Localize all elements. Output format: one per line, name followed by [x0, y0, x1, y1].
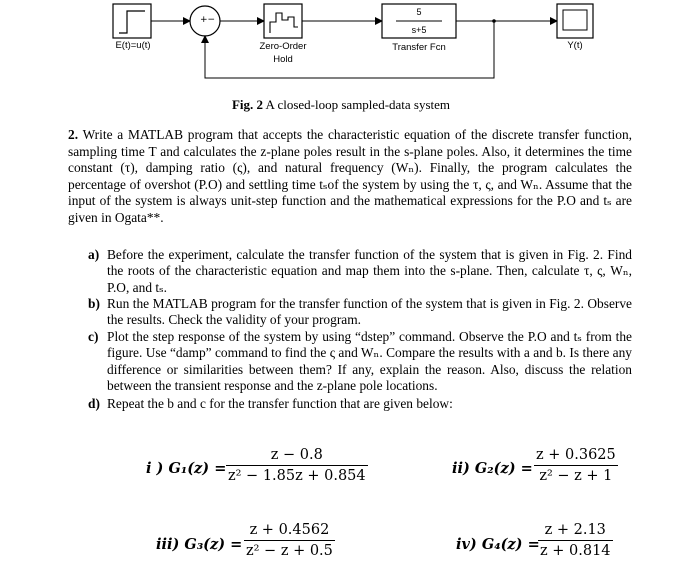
- equation-label-3: iii) G₃(z) =: [156, 536, 243, 553]
- scope-block: [557, 4, 593, 38]
- item-b: [88, 296, 632, 329]
- equation-label-4: iv) G₄(z) =: [456, 536, 540, 553]
- question-number: 2.: [68, 127, 79, 142]
- equation-fraction-1: [226, 447, 368, 484]
- equation-denominator: z + 0.814: [538, 540, 613, 559]
- question-text: Write a MATLAB program that accepts the characteristic equation of the discrete transfer function, sampling time T and calculates the z-plane poles result in the s-plane poles. Also, it determines the time constant (τ), damping ratio (ς), and natural frequency (Wₙ). Finally, the program calculates the percentage of overshot (P.O) and settling time tₛof the system by using the τ, ς, and Wₙ. Assume that the input of the system is always unit-step function and the mathematical expressions for the P.O and tₛ are given in Ogata**.: [68, 127, 632, 225]
- zoh-label: [253, 40, 313, 66]
- equation-fraction-3: [244, 522, 335, 559]
- transfer-fcn-block: [382, 4, 456, 38]
- tf-numerator: 5: [416, 7, 422, 17]
- scope-label: Y(t): [567, 40, 583, 51]
- equation-denominator: z² − z + 1: [534, 465, 618, 484]
- equation-denominator: z² − z + 0.5: [244, 540, 335, 559]
- item-d: [88, 396, 632, 412]
- figure-caption-text: A closed-loop sampled-data system: [263, 97, 451, 112]
- zoh-label-line2: Hold: [273, 54, 293, 65]
- sum-signs: +−: [200, 15, 216, 25]
- item-text: Plot the step response of the system by using “dstep” command. Observe the P.O and tₛ from the figure. Use “damp” command to find the ς and Wₙ. Compare the results with a and b. Is there any difference or similarities between them? If any, explain the reason. Also, discuss the relation between the transient response and the z-plane pole locations.: [107, 329, 632, 394]
- equation-numerator: z − 0.8: [270, 447, 323, 463]
- item-text: Before the experiment, calculate the transfer function of the system that is given in Fig. 2. Find the roots of the characteristic equation and map them into the s-plane. Then, calculate τ, ς, Wₙ, P.O, and tₛ.: [107, 247, 632, 295]
- zoh-label-line1: Zero-Order: [259, 41, 307, 52]
- zoh-block: [264, 4, 302, 38]
- sum-junction: [190, 6, 220, 36]
- equation-label-2: ii) G₂(z) =: [452, 460, 533, 477]
- step-block: [113, 4, 151, 38]
- item-label: b): [88, 296, 100, 311]
- equation-numerator: z + 0.4562: [249, 522, 330, 538]
- question-paragraph: [68, 127, 632, 227]
- equation-numerator: z + 2.13: [544, 522, 606, 538]
- equation-label-1: i ) G₁(z) =: [146, 460, 227, 477]
- figure-number: Fig. 2: [231, 97, 264, 112]
- tf-denominator: s+5: [411, 25, 427, 35]
- item-text: Run the MATLAB program for the transfer function of the system that is given in Fig. 2. Observe the results. Check the validity of your program.: [107, 296, 632, 328]
- step-label: E(t)=u(t): [115, 40, 151, 51]
- equation-fraction-2: [534, 447, 618, 484]
- item-text: Repeat the b and c for the transfer function that are given below:: [107, 396, 453, 411]
- equation-denominator: z² − 1.85z + 0.854: [226, 465, 368, 484]
- item-label: a): [88, 247, 100, 262]
- tf-label: Transfer Fcn: [392, 42, 446, 53]
- item-a: [88, 247, 632, 296]
- item-label: c): [88, 329, 99, 344]
- equation-fraction-4: [538, 522, 613, 559]
- equation-numerator: z + 0.3625: [536, 447, 616, 463]
- figure-caption: [0, 97, 682, 113]
- item-c: [88, 329, 632, 395]
- item-label: d): [88, 396, 100, 411]
